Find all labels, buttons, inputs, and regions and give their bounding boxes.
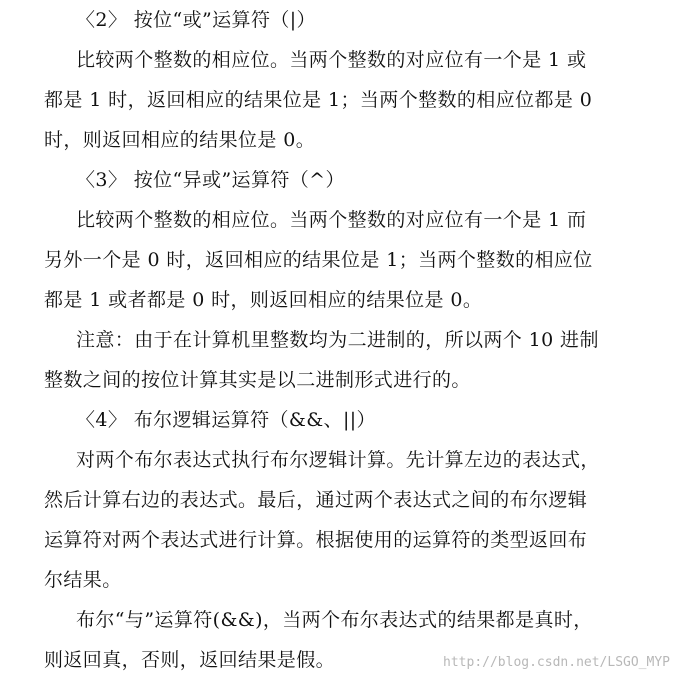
heading-boolean-logic [0, 400, 674, 440]
paragraph-line [0, 560, 674, 600]
note-line [0, 320, 674, 360]
paragraph-line [0, 200, 674, 240]
paragraph-line [0, 80, 674, 120]
line-text: 比较两个整数的相应位。当两个整数的对应位有一个是 1 或 [76, 49, 587, 71]
paragraph-line [0, 600, 674, 640]
line-text: 尔结果。 [44, 569, 122, 591]
watermark: http://blog.csdn.net/LSGO_MYP [443, 655, 670, 670]
paragraph-line [0, 440, 674, 480]
line-text: 都是 1 或者都是 0 时，则返回相应的结果位是 0。 [44, 289, 483, 311]
note-line [0, 360, 674, 400]
line-text: 则返回真，否则，返回结果是假。 [44, 649, 336, 671]
line-text: 运算符对两个表达式进行计算。根据使用的运算符的类型返回布 [44, 529, 588, 551]
paragraph-line [0, 120, 674, 160]
heading-bitwise-or [0, 0, 674, 40]
paragraph-line [0, 40, 674, 80]
line-text: 时，则返回相应的结果位是 0。 [44, 129, 316, 151]
paragraph-line [0, 520, 674, 560]
paragraph-line [0, 240, 674, 280]
line-text: 都是 1 时，返回相应的结果位是 1；当两个整数的相应位都是 0 [44, 89, 593, 111]
line-text: 〈4〉 布尔逻辑运算符（&&、||） [76, 409, 376, 431]
line-text: 对两个布尔表达式执行布尔逻辑计算。先计算左边的表达式， [76, 449, 600, 471]
line-text: 〈3〉 按位“异或”运算符（^） [76, 169, 345, 191]
line-text: 注意：由于在计算机里整数均为二进制的，所以两个 10 进制 [76, 329, 599, 351]
line-text: 布尔“与”运算符(&&)，当两个布尔表达式的结果都是真时， [76, 609, 593, 631]
paragraph-line [0, 280, 674, 320]
line-text: 比较两个整数的相应位。当两个整数的对应位有一个是 1 而 [76, 209, 587, 231]
heading-bitwise-xor [0, 160, 674, 200]
line-text: 整数之间的按位计算其实是以二进制形式进行的。 [44, 369, 471, 391]
line-text: 然后计算右边的表达式。最后，通过两个表达式之间的布尔逻辑 [44, 489, 588, 511]
line-text: 另外一个是 0 时，返回相应的结果位是 1；当两个整数的相应位 [44, 249, 593, 271]
line-text: 〈2〉 按位“或”运算符（|） [76, 9, 316, 31]
paragraph-line [0, 480, 674, 520]
